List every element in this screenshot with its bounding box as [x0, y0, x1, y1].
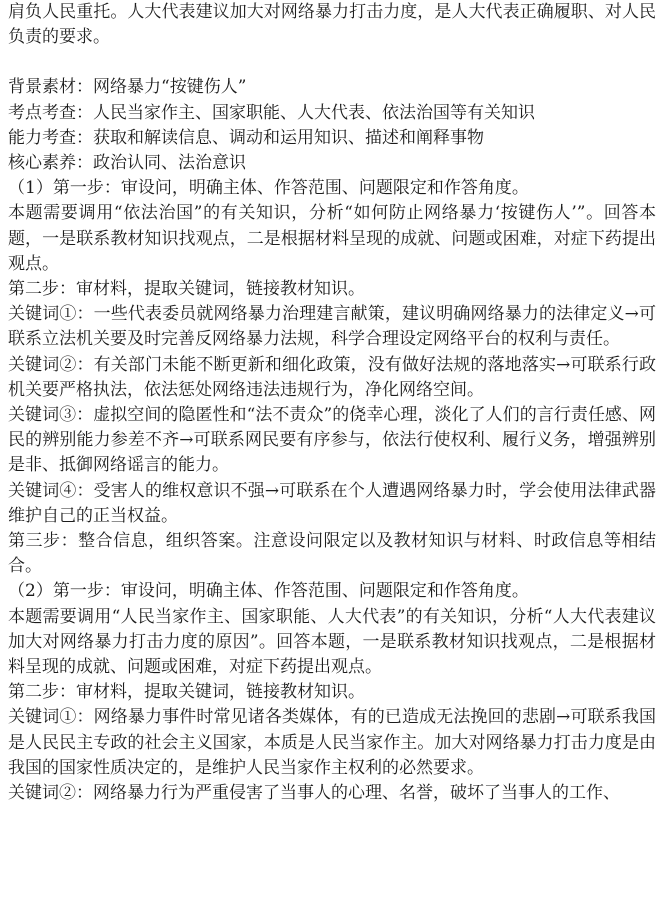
- q1-step1-heading: （1）第一步：审设问，明确主体、作答范围、问题限定和作答角度。: [8, 178, 529, 199]
- q1-keyword-3: 关键词③：虚拟空间的隐匿性和“法不责众”的侥幸心理，淡化了人们的言行责任感、网民的辨别能力参差不齐→可联系网民要有序参与，依法行使权利、履行义务，增强辨别是非、抵御网络谣言的能力。: [8, 405, 656, 476]
- document-page: [8, 0, 656, 806]
- background-material-line: 背景素材：网络暴力“按键伤人”: [8, 77, 247, 98]
- q2-step2-heading: 第二步：审材料，提取关键词，链接教材知识。: [8, 682, 365, 703]
- ability-line: 能力考查：获取和解读信息、调动和运用知识、描述和阐释事物: [8, 127, 484, 148]
- paragraph-intro-conclusion: 肩负人民重托。人大代表建议加大对网络暴力打击力度，是人大代表正确履职、对人民负责的要求。: [8, 2, 656, 48]
- q1-keyword-1: 关键词①：一些代表委员就网络暴力治理建言献策，建议明确网络暴力的法律定义→可联系立法机关要及时完善反网络暴力法规，科学合理设定网络平台的权利与责任。: [8, 304, 656, 350]
- paragraph-gap: [8, 50, 656, 75]
- core-literacy-line: 核心素养：政治认同、法治意识: [8, 153, 246, 174]
- q2-step1-body: 本题需要调用“人民当家作主、国家职能、人大代表”的有关知识，分析“人大代表建议加大对网络暴力打击力度的原因”。回答本题，一是联系教材知识找观点，二是根据材料呈现的成就、问题或困难，对症下药提出观点。: [8, 606, 656, 678]
- q1-step1-body: 本题需要调用“依法治国”的有关知识，分析“如何防止网络暴力‘按键伤人’”。回答本题，一是联系教材知识找观点，二是根据材料呈现的成就、问题或困难，对症下药提出观点。: [8, 203, 656, 274]
- exam-points-line: 考点考查：人民当家作主、国家职能、人大代表、依法治国等有关知识: [8, 102, 535, 123]
- q1-step3: 第三步：整合信息，组织答案。注意设问限定以及教材知识与材料、时政信息等相结合。: [8, 531, 656, 577]
- q1-step2-heading: 第二步：审材料，提取关键词，链接教材知识。: [8, 279, 365, 300]
- q2-step1-heading: （2）第一步：审设问，明确主体、作答范围、问题限定和作答角度。: [8, 581, 529, 602]
- q2-keyword-1: 关键词①：网络暴力事件时常见诸各类媒体，有的已造成无法挽回的悲剧→可联系我国是人民民主专政的社会主义国家，本质是人民当家作主。加大对网络暴力打击力度是由我国的国家性质决定的，是维护人民当家作主权利的必然要求。: [8, 707, 656, 778]
- q1-keyword-4: 关键词④：受害人的维权意识不强→可联系在个人遭遇网络暴力时，学会使用法律武器维护自己的正当权益。: [8, 480, 656, 526]
- q1-keyword-2: 关键词②：有关部门未能不断更新和细化政策，没有做好法规的落地落实→可联系行政机关要严格执法，依法惩处网络违法违规行为，净化网络空间。: [8, 354, 656, 400]
- q2-keyword-2: 关键词②：网络暴力行为严重侵害了当事人的心理、名誉，破坏了当事人的工作、: [8, 783, 620, 804]
